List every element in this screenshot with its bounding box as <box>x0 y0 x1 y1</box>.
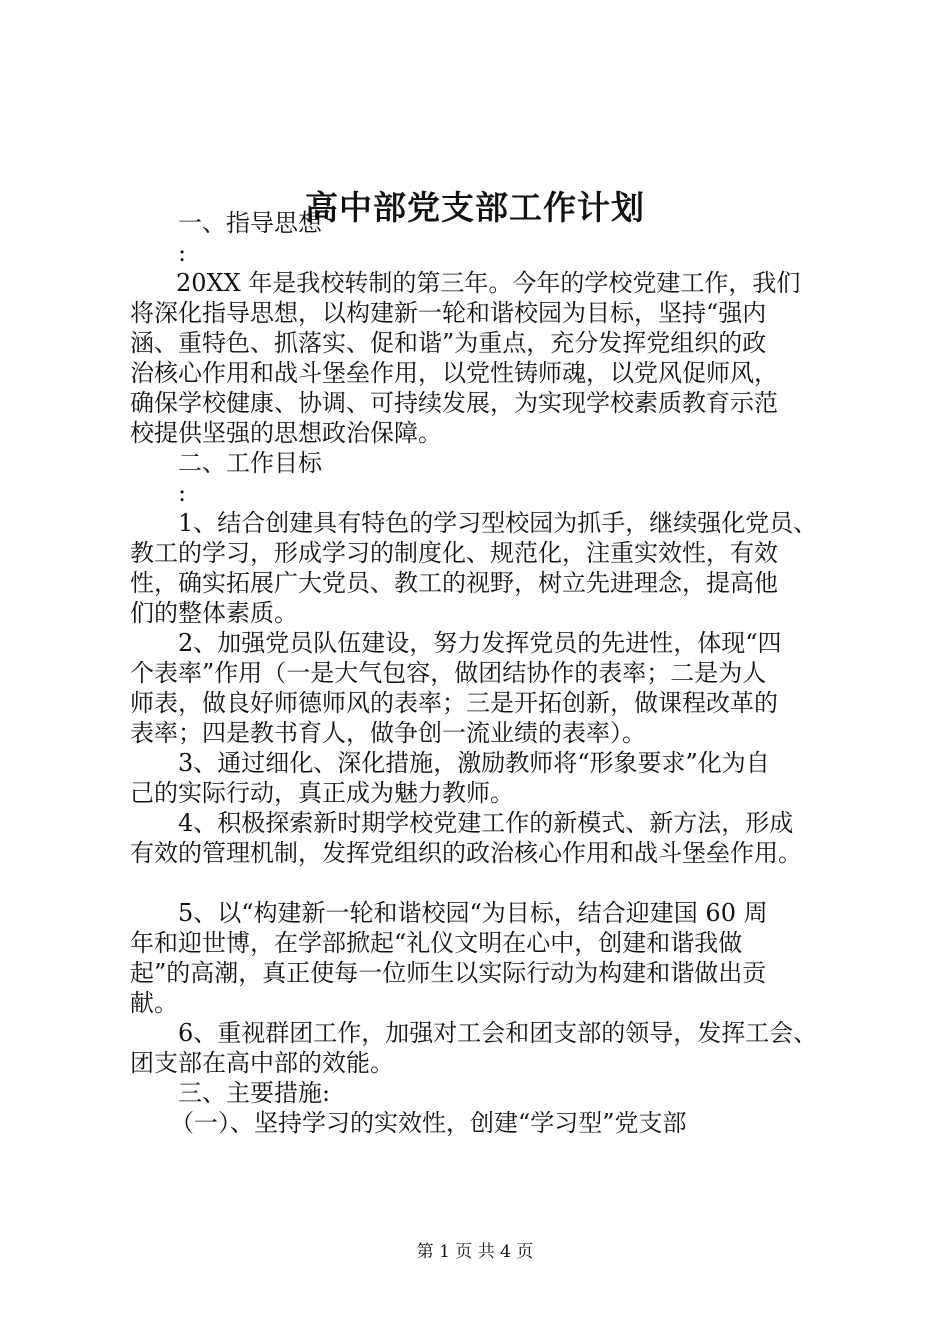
paragraph-line: 教工的学习，形成学习的制度化、规范化，注重实效性，有效 <box>130 539 778 567</box>
paragraph-line: 年和迎世博，在学部掀起“礼仪文明在心中，创建和谐我做 <box>130 929 743 957</box>
paragraph-line: 己的实际行动，真正成为魅力教师。 <box>130 779 514 807</box>
paragraph-line: 3、通过细化、深化措施，激励教师将“形象要求”化为自 <box>178 749 770 777</box>
document-title: 高中部党支部工作计划 <box>305 188 645 227</box>
paragraph-line: 个表率”作用（一是大气包容，做团结协作的表率；二是为人 <box>130 659 767 687</box>
paragraph-line: 治核心作用和战斗堡垒作用，以党性铸师魂，以党风促师风， <box>130 359 778 387</box>
paragraph-line: 有效的管理机制，发挥党组织的政治核心作用和战斗堡垒作用。 <box>130 839 802 867</box>
section-heading-2: 二、工作目标 <box>178 449 322 477</box>
colon-line: : <box>178 479 187 507</box>
paragraph-line: 校提供坚强的思想政治保障。 <box>130 419 442 447</box>
blank-line <box>130 868 835 898</box>
paragraph-line: 将深化指导思想，以构建新一轮和谐校园为目标，坚持“强内 <box>130 299 767 327</box>
paragraph-line: 4、积极探索新时期学校党建工作的新模式、新方法，形成 <box>178 809 794 837</box>
paragraph-line: 6、重视群团工作，加强对工会和团支部的领导，发挥工会、 <box>178 1019 818 1047</box>
paragraph-line: 献。 <box>130 989 178 1017</box>
section-heading-3: 三、主要措施: <box>178 1079 331 1107</box>
paragraph-line: 起”的高潮，真正使每一位师生以实际行动为构建和谐做出贡 <box>130 959 767 987</box>
paragraph-line: 5、以“构建新一轮和谐校园“为目标，结合迎建国 60 周 <box>178 899 768 927</box>
document-body <box>130 208 835 1138</box>
paragraph-line: 团支部在高中部的效能。 <box>130 1049 394 1077</box>
colon-line: : <box>178 239 187 267</box>
section-heading-1: 一、指导思想 <box>178 209 322 237</box>
paragraph-line: 们的整体素质。 <box>130 599 298 627</box>
paragraph-line: 2、加强党员队伍建设，努力发挥党员的先进性，体现“四 <box>178 629 782 657</box>
paragraph-line: 表率；四是教书育人，做争创一流业绩的表率）。 <box>130 719 646 747</box>
paragraph-line: 性，确实拓展广大党员、教工的视野，树立先进理念，提高他 <box>130 569 778 597</box>
paragraph-line: 20XX 年是我校转制的第三年。今年的学校党建工作，我们 <box>176 269 801 297</box>
page-number-footer: 第 1 页 共 4 页 <box>416 1242 534 1262</box>
paragraph-line: 确保学校健康、协调、可持续发展，为实现学校素质教育示范 <box>130 389 778 417</box>
paragraph-line: 涵、重特色、抓落实、促和谐”为重点，充分发挥党组织的政 <box>130 329 767 357</box>
paragraph-line: 1、结合创建具有特色的学习型校园为抓手，继续强化党员、 <box>178 509 818 537</box>
paragraph-line: 师表，做良好师德师风的表率；三是开拓创新，做课程改革的 <box>130 689 778 717</box>
subsection-heading: （一）、坚持学习的实效性，创建“学习型”党支部 <box>170 1109 687 1137</box>
